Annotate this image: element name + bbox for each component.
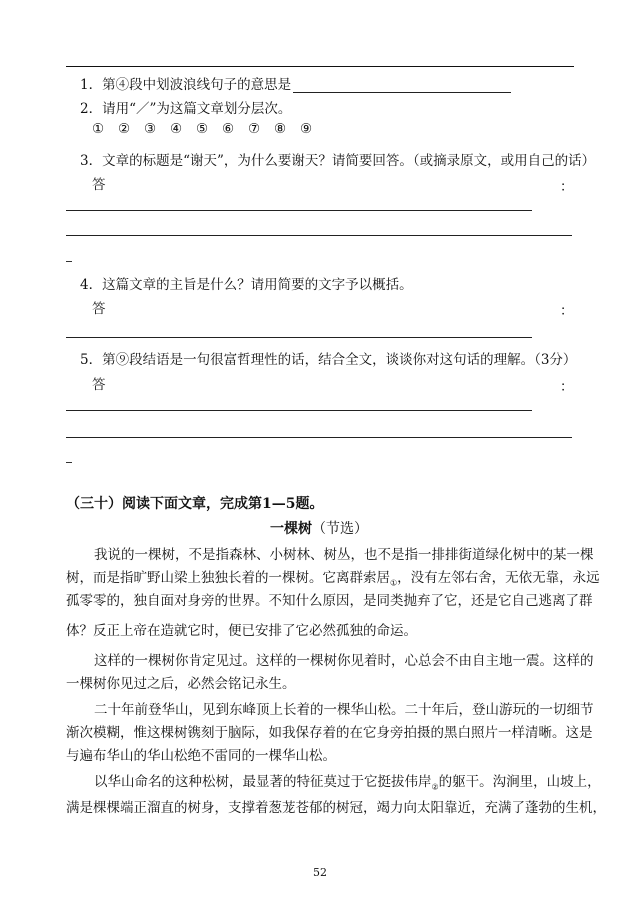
answer-colon-4: ： — [560, 303, 574, 319]
header-rule — [66, 66, 574, 67]
question-1 — [80, 73, 511, 93]
answer-label-4: 答 — [92, 301, 106, 317]
page-number: 52 — [313, 866, 327, 879]
paragraph-number-option[interactable]: ⑨ — [300, 121, 313, 137]
answer-colon-5: ： — [560, 379, 574, 395]
question-2-text: 2．请用“／”为这篇文章划分层次。 — [80, 101, 292, 117]
paragraph-number-option[interactable]: ④ — [170, 121, 183, 137]
answer-line[interactable] — [66, 210, 532, 211]
paragraph-number-option[interactable]: ① — [92, 121, 105, 137]
article-line: 我说的一棵树，不是指森林、小树林、树丛，也不是指一排排街道绿化树中的某一棵 — [94, 547, 594, 563]
article-line: 二十年前登华山，见到东峰顶上长着的一棵华山松。二十年后，登山游玩的一切细节 — [94, 702, 594, 718]
paragraph-number-option[interactable]: ⑦ — [248, 121, 261, 137]
article-line: 这样的一棵树你肯定见过。这样的一棵树你见着时，心总会不由自主地一震。这样的 — [94, 653, 594, 669]
question-3-text: 3．文章的标题是“谢天”，为什么要谢天？请简要回答。（或摘录原文，或用自己的话） — [80, 153, 596, 169]
paragraph-number-options — [92, 121, 326, 137]
article-line: 体？反正上帝在造就它时，便已安排了它必然孤独的命运。 — [66, 623, 417, 639]
answer-line[interactable] — [66, 437, 572, 438]
footnote-marker[interactable]: ② — [431, 782, 439, 792]
question-1-blank[interactable] — [293, 78, 511, 93]
article-text: 以华山命名的这种松树，最显著的特征莫过于它挺拔伟岸 — [94, 774, 432, 790]
answer-line[interactable] — [66, 337, 532, 338]
article-line: 渐次模糊，惟这棵树镌刻于脑际，如我保存着的在它身旁拍摄的黑白照片一样清晰。这是 — [66, 725, 593, 741]
question-4-text: 4．这篇文章的主旨是什么？请用简要的文字予以概括。 — [80, 277, 413, 293]
article-title — [270, 518, 368, 538]
article-text: ，没有左邻右舍，无依无靠，永远 — [397, 570, 600, 586]
article-line: 孤零零的，独自面对身旁的世界。不知什么原因，是同类抛弃了它，还是它自己逃离了群 — [66, 593, 593, 609]
answer-label-3: 答 — [92, 177, 106, 193]
question-1-text: 1．第④段中划波浪线句子的意思是 — [80, 77, 292, 93]
section-heading: （三十）阅读下面文章，完成第1—5题。 — [66, 496, 324, 512]
paragraph-number-option[interactable]: ⑥ — [222, 121, 235, 137]
answer-line[interactable] — [66, 235, 572, 236]
answer-colon-3: ： — [560, 179, 574, 195]
paragraph-number-option[interactable]: ② — [118, 121, 131, 137]
paragraph-number-option[interactable]: ③ — [144, 121, 157, 137]
article-line: 满是棵棵端正溜直的树身，支撑着葱茏苍郁的树冠，竭力向太阳靠近，充满了蓬勃的生机， — [66, 800, 606, 816]
article-line: 一棵树你见过之后，必然会铭记永生。 — [66, 676, 296, 692]
paragraph-number-option[interactable]: ⑤ — [196, 121, 209, 137]
line-stub — [66, 261, 72, 262]
paragraph-number-option[interactable]: ⑧ — [274, 121, 287, 137]
article-line: 与遍布华山的华山松绝不雷同的一棵华山松。 — [66, 748, 336, 764]
footnote-marker[interactable]: ① — [390, 578, 398, 588]
answer-line[interactable] — [66, 410, 532, 411]
article-text: 树，而是指旷野山梁上独独长着的一棵树。它离群索居 — [66, 570, 390, 586]
line-stub — [66, 462, 72, 463]
answer-label-5: 答 — [92, 377, 106, 393]
article-title-main: 一棵树 — [270, 521, 312, 537]
article-line — [94, 771, 601, 799]
article-title-note: （节选） — [312, 521, 368, 537]
question-5-text: 5．第⑨段结语是一句很富哲理性的话，结合全文，谈谈你对这句话的理解。（3分） — [80, 352, 577, 368]
article-text: 的躯干。沟涧里，山坡上， — [438, 774, 601, 790]
